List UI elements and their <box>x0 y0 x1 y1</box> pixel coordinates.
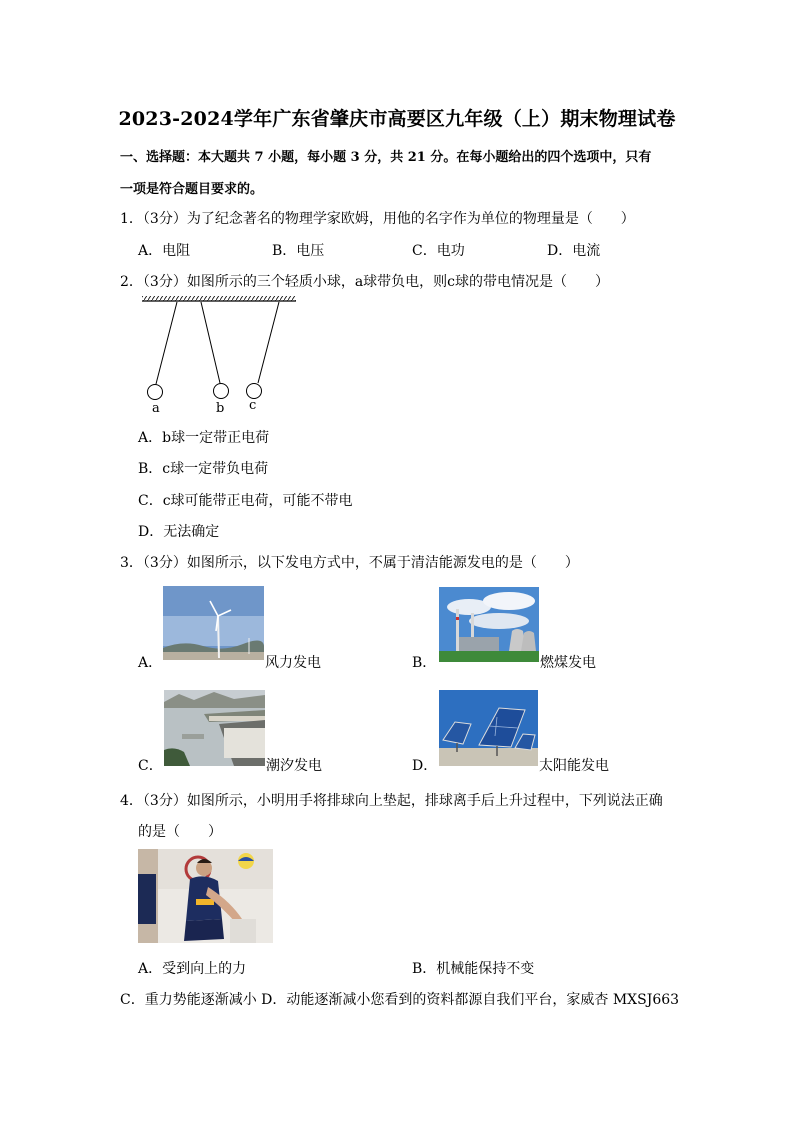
q1-option-b: B．电压 <box>272 243 325 259</box>
ball-label-b: b <box>216 401 225 416</box>
ball-a <box>148 385 163 400</box>
ball-c <box>247 384 262 399</box>
q3-option-d-letter: D． <box>412 758 438 774</box>
question-4-stem-line1: 4．（3分）如图所示，小明用手将排球向上垫起，排球离手后上升过程中，下列说法正确 <box>120 793 663 809</box>
q3-option-b-letter: B． <box>412 655 437 671</box>
q2-option-a: A．b球一定带正电荷 <box>138 430 270 446</box>
question-3-stem: 3．（3分）如图所示，以下发电方式中，不属于清洁能源发电的是（ ） <box>120 555 579 571</box>
q1-option-c: C．电功 <box>412 243 465 259</box>
q2-option-c: C．c球可能带正电荷，可能不带电 <box>138 493 353 509</box>
coal-power-image <box>439 587 539 662</box>
ball-label-a: a <box>152 401 160 416</box>
pendulum-balls-diagram <box>136 294 306 418</box>
q1-option-a: A．电阻 <box>138 243 191 259</box>
ceiling-hatch <box>142 296 296 301</box>
ball-label-c: c <box>249 398 257 413</box>
q1-option-d: D．电流 <box>547 243 601 259</box>
thread-b <box>201 302 220 383</box>
q2-option-d: D．无法确定 <box>138 524 220 540</box>
q3-option-a-caption: 风力发电 <box>265 655 321 671</box>
q3-option-c-letter: C． <box>138 758 163 774</box>
thread-a <box>156 302 177 384</box>
ball-b <box>214 384 229 399</box>
q4-option-a: A．受到向上的力 <box>138 961 247 977</box>
thread-c <box>258 302 279 383</box>
q3-option-b-caption: 燃煤发电 <box>540 655 596 671</box>
question-4-stem-line2: 的是（ ） <box>138 824 222 840</box>
q2-option-b: B．c球一定带负电荷 <box>138 461 269 477</box>
q4-options-cd-line: C．重力势能逐渐减小 D．动能逐渐减小您看到的资料都源自我们平台，家威杏 MXSJ663 <box>120 992 680 1008</box>
q3-option-d-caption: 太阳能发电 <box>539 758 609 774</box>
solar-power-image <box>439 690 538 766</box>
volleyball-player-image <box>138 849 273 943</box>
q3-option-c-caption: 潮汐发电 <box>266 758 322 774</box>
q4-option-b: B．机械能保持不变 <box>412 961 535 977</box>
section-heading-line2: 一项是符合题目要求的。 <box>120 182 264 197</box>
section-heading-line1: 一、选择题：本大题共 7 小题，每小题 3 分，共 21 分。在每小题给出的四个选项中，只有 <box>120 150 652 165</box>
page-title: 2023-2024学年广东省肇庆市高要区九年级（上）期末物理试卷 <box>118 108 676 130</box>
question-2-stem: 2．（3分）如图所示的三个轻质小球，a球带负电，则c球的带电情况是（ ） <box>120 274 609 290</box>
tidal-power-image <box>164 690 265 766</box>
q3-option-a-letter: A． <box>138 655 163 671</box>
wind-power-image <box>163 586 264 660</box>
question-1-stem: 1．（3分）为了纪念著名的物理学家欧姆，用他的名字作为单位的物理量是（ ） <box>120 211 635 227</box>
